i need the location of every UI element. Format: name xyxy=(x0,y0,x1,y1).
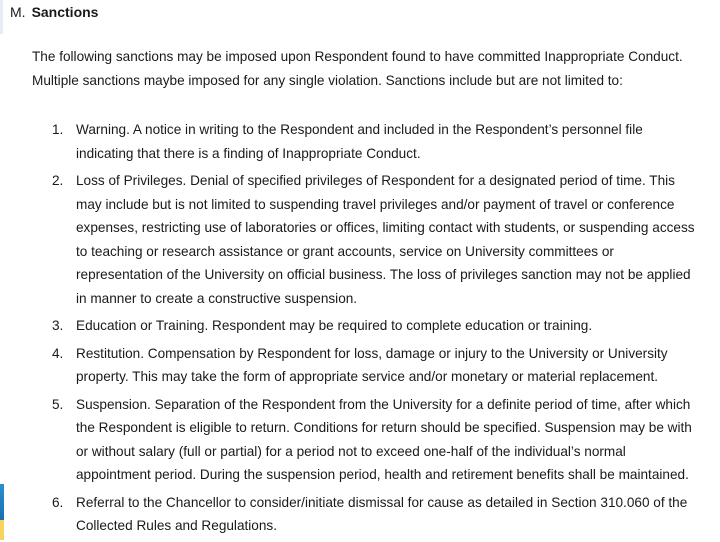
section-number: M. xyxy=(10,4,26,20)
list-item-number: 6. xyxy=(52,494,64,510)
list-item xyxy=(52,393,695,487)
list-item-line: representation of the University on official business. The loss of privileges sanction may not be applied xyxy=(76,267,691,282)
list-item-line: Education or Training. Respondent may be required to complete education or training. xyxy=(76,318,593,333)
left-edge-decoration xyxy=(0,0,3,34)
list-item-line: may include but is not limited to suspending travel privileges and/or payment of travel or conference xyxy=(76,196,675,212)
list-item-line: expenses, restricting use of laboratories or offices, limiting contact with students, or suspending access xyxy=(76,220,695,235)
list-item-text xyxy=(76,393,692,487)
list-item-text xyxy=(76,491,687,538)
list-item-number: 5. xyxy=(52,396,64,412)
intro-line: Multiple sanctions maybe imposed for any single violation. Sanctions include but are not limited to: xyxy=(32,72,623,88)
intro-paragraph xyxy=(32,45,683,92)
list-item-line: Suspension. Separation of the Respondent from the University for a definite period of time, after which xyxy=(76,396,691,412)
list-item-line: Restitution. Compensation by Respondent for loss, damage or injury to the University or University xyxy=(76,345,668,361)
list-item-line: Collected Rules and Regulations. xyxy=(76,518,278,533)
list-item-line: Warning. A notice in writing to the Respondent and included in the Respondent’s personnel file xyxy=(76,122,643,137)
section-heading xyxy=(10,2,98,22)
list-item-number: 3. xyxy=(52,318,64,333)
list-item xyxy=(52,342,695,389)
list-item-line: Referral to the Chancellor to consider/initiate dismissal for cause as detailed in Section 310.060 of the xyxy=(76,494,688,510)
list-item-line: indicating that there is a finding of Inappropriate Conduct. xyxy=(76,145,421,161)
left-edge-yellow-bar xyxy=(0,520,4,540)
list-item-line: property. This may take the form of appropriate service and/or monetary or material replacement. xyxy=(76,369,659,384)
list-item-line: the Respondent is eligible to return. Conditions for return should be specified. Suspension may be with xyxy=(76,420,692,435)
list-item-text xyxy=(76,169,695,310)
list-item-line: Loss of Privileges. Denial of specified privileges of Respondent for a designated period of time. This xyxy=(76,173,675,188)
list-item xyxy=(52,169,695,310)
list-item xyxy=(52,118,695,165)
list-item xyxy=(52,491,695,538)
list-item-line: to teaching or research assistance or grant accounts, service on University committees or xyxy=(76,243,614,259)
intro-line: The following sanctions may be imposed upon Respondent found to have committed Inappropriate Conduct. xyxy=(32,49,683,64)
list-item-text xyxy=(76,314,592,338)
left-edge-blue-bar xyxy=(0,484,4,520)
list-item xyxy=(52,314,695,338)
list-item-text xyxy=(76,342,668,389)
list-item-number: 2. xyxy=(52,173,64,188)
list-item-line: or without salary (full or partial) for a period not to exceed one-half of the individual’s normal xyxy=(76,443,626,459)
list-item-number: 1. xyxy=(52,122,64,137)
section-title: Sanctions xyxy=(31,4,99,20)
list-item-line: in manner to create a constructive suspension. xyxy=(76,290,358,306)
sanctions-list xyxy=(52,118,695,542)
list-item-number: 4. xyxy=(52,345,64,361)
list-item-text xyxy=(76,118,643,165)
list-item-line: appointment period. During the suspension period, health and retirement benefits shall be maintained. xyxy=(76,467,689,482)
